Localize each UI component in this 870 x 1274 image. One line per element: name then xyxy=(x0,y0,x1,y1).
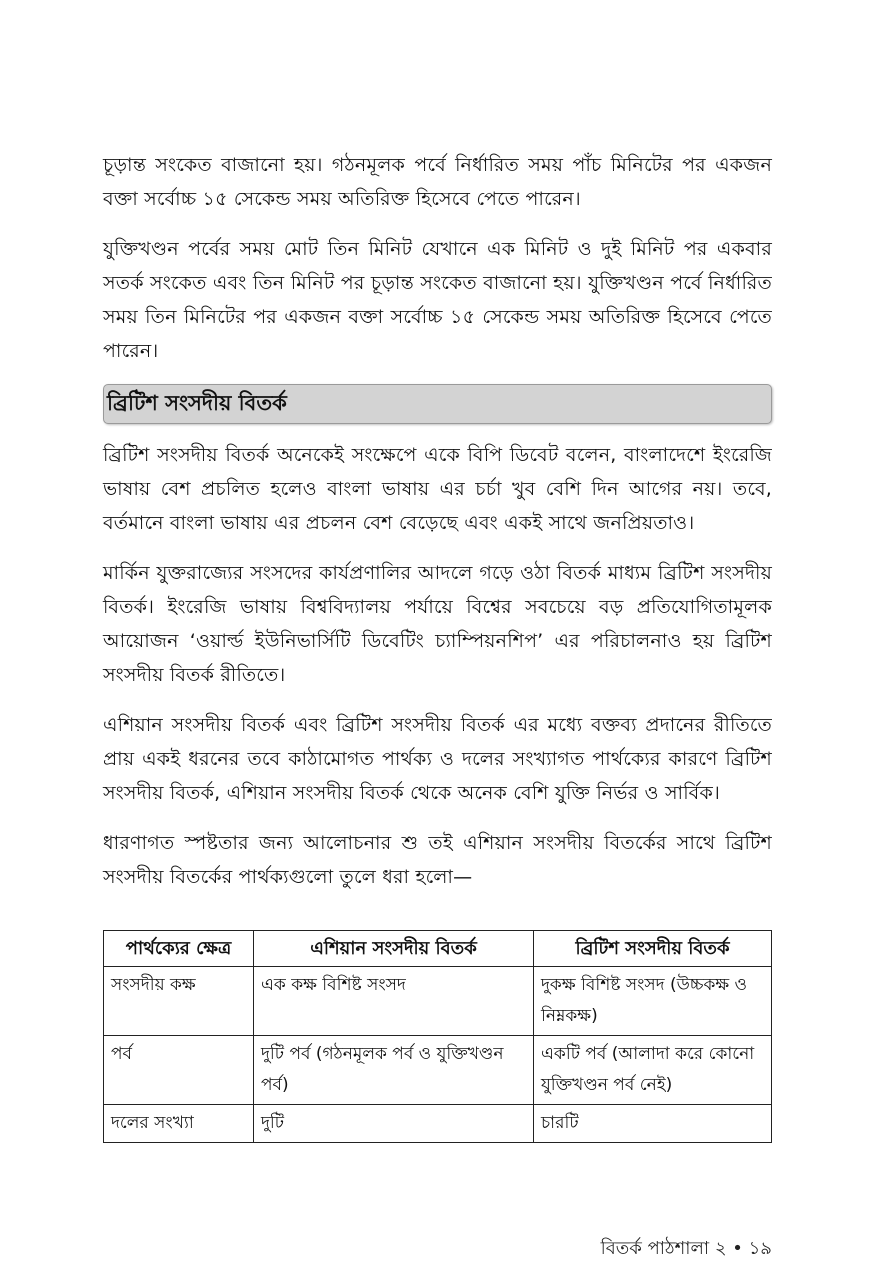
paragraph: এশিয়ান সংসদীয় বিতর্ক এবং ব্রিটিশ সংসদীয় বিতর্ক এর মধ্যে বক্তব্য প্রদানের রীতিতে প্রায় একই ধরনের তবে কাঠামোগত পার্থক্য ও দলের সংখ্যাগত পার্থক্যের কারণে ব্রিটিশ সংসদীয় বিতর্ক, এশিয়ান সংসদীয় বিতর্ক থেকে অনেক বেশি যুক্তি নির্ভর ও সার্বিক। xyxy=(103,714,772,804)
table-cell: সংসদীয় কক্ষ xyxy=(104,967,254,1036)
table-header-cell: পার্থক্যের ক্ষেত্র xyxy=(104,931,254,967)
table-header-cell: এশিয়ান সংসদীয় বিতর্ক xyxy=(254,931,534,967)
table-row xyxy=(104,1036,772,1105)
table-cell: দুটি xyxy=(254,1105,534,1143)
section-heading: ব্রিটিশ সংসদীয় বিতর্ক xyxy=(107,390,287,415)
table-row xyxy=(104,967,772,1036)
section-heading-box xyxy=(103,384,772,424)
table-row xyxy=(104,1105,772,1143)
table-cell: এক কক্ষ বিশিষ্ট সংসদ xyxy=(254,967,534,1036)
table-cell: একটি পর্ব (আলাদা করে কোনো যুক্তিখণ্ডন পর্ব নেই) xyxy=(534,1036,772,1105)
comparison-table xyxy=(103,930,772,1143)
page-content xyxy=(103,148,772,1143)
paragraph: চূড়ান্ত সংকেত বাজানো হয়। গঠনমূলক পর্বে নির্ধারিত সময় পাঁচ মিনিটের পর একজন বক্তা সর্বোচ্চ ১৫ সেকেন্ড সময় অতিরিক্ত হিসেবে পেতে পারেন। xyxy=(103,154,772,210)
table-cell: দলের সংখ্যা xyxy=(104,1105,254,1143)
paragraph: ব্রিটিশ সংসদীয় বিতর্ক অনেকেই সংক্ষেপে একে বিপি ডিবেট বলেন, বাংলাদেশে ইংরেজি ভাষায় বেশ প্রচলিত হলেও বাংলা ভাষায় এর চর্চা খুব বেশি দিন আগের নয়। তবে, বর্তমানে বাংলা ভাষায় এর প্রচলন বেশ বেড়েছে এবং একই সাথে জনপ্রিয়তাও। xyxy=(103,444,772,534)
table-cell: পর্ব xyxy=(104,1036,254,1105)
table-header-row xyxy=(104,931,772,967)
table-header-cell: ব্রিটিশ সংসদীয় বিতর্ক xyxy=(534,931,772,967)
paragraph: মার্কিন যুক্তরাজ্যের সংসদের কার্যপ্রণালির আদলে গড়ে ওঠা বিতর্ক মাধ্যম ব্রিটিশ সংসদীয় বিতর্ক। ইংরেজি ভাষায় বিশ্ববিদ্যালয় পর্যায়ে বিশ্বের সবচেয়ে বড় প্রতিযোগিতামূলক আয়োজন ‘ওয়ার্ল্ড ইউনিভার্সিটি ডিবেটিং চ্যাম্পিয়নশিপ’ এর পরিচালনাও হয় ব্রিটিশ সংসদীয় বিতর্ক রীতিতে। xyxy=(103,562,772,686)
paragraph: যুক্তিখণ্ডন পর্বের সময় মোট তিন মিনিট যেখানে এক মিনিট ও দুই মিনিট পর একবার সতর্ক সংকেত এবং তিন মিনিট পর চূড়ান্ত সংকেত বাজানো হয়। যুক্তিখণ্ডন পর্বে নির্ধারিত সময় তিন মিনিটের পর একজন বক্তা সর্বোচ্চ ১৫ সেকেন্ড সময় অতিরিক্ত হিসেবে পেতে পারেন। xyxy=(103,238,772,362)
table-cell: দুকক্ষ বিশিষ্ট সংসদ (উচ্চকক্ষ ও নিম্নকক্ষ) xyxy=(534,967,772,1036)
table-cell: চারটি xyxy=(534,1105,772,1143)
table-cell: দুটি পর্ব (গঠনমূলক পর্ব ও যুক্তিখণ্ডন পর্ব) xyxy=(254,1036,534,1105)
paragraph: ধারণাগত স্পষ্টতার জন্য আলোচনার শু তই এশিয়ান সংসদীয় বিতর্কের সাথে ব্রিটিশ সংসদীয় বিতর্কের পার্থক্যগুলো তুলে ধরা হলো— xyxy=(103,832,772,888)
page-footer: বিতর্ক পাঠশালা ২ • ১৯ xyxy=(600,1238,772,1259)
